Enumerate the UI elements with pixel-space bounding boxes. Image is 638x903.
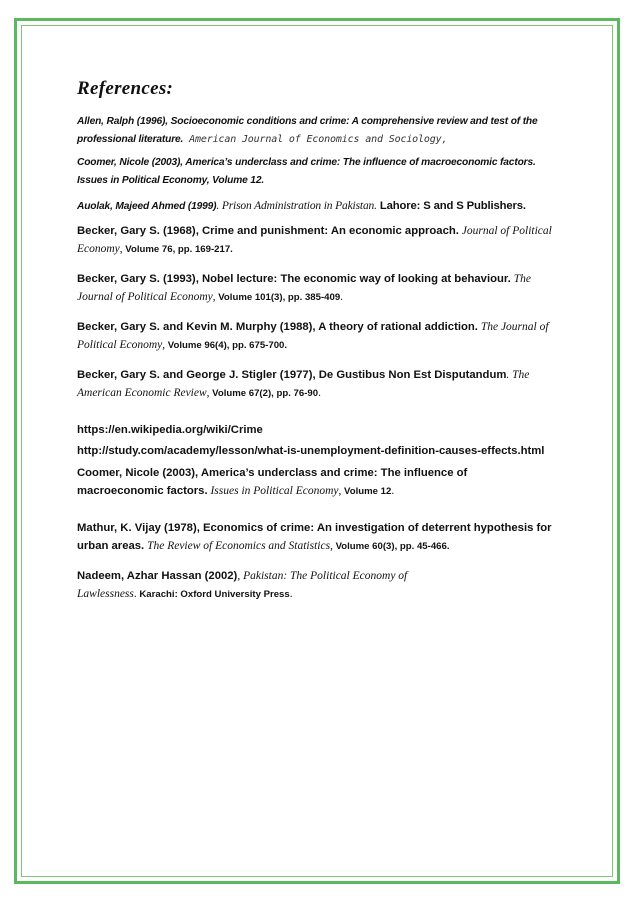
volume-pages: Volume 101(3), pp. 385-409: [215, 292, 341, 303]
punctuation: ,: [212, 291, 216, 303]
punctuation: .: [391, 485, 395, 497]
punctuation: .: [133, 588, 137, 600]
reference-nadeem-2002: [77, 567, 467, 605]
journal-title: American Journal of Economics and Sociology: [183, 133, 442, 145]
punctuation: ,: [338, 485, 342, 497]
book-title: . Prison Administration in Pakistan.: [216, 200, 377, 212]
reference-becker-stigler-1977: [77, 366, 553, 404]
punctuation: ,: [119, 243, 123, 255]
reference-becker-murphy-1988: [77, 318, 553, 356]
publisher: Lahore: S and S Publishers.: [376, 200, 526, 212]
references-section: [77, 78, 553, 605]
volume-pages: Volume 96(4), pp. 675-700.: [165, 340, 288, 351]
reference-becker-1968: [77, 222, 553, 260]
url-text: http://study.com/academy/lesson/what-is-unemployment-definition-causes-effects.html: [77, 445, 545, 457]
volume-pages: Volume 76, pp. 169-217.: [122, 244, 233, 255]
reference-text: Becker, Gary S. (1968), Crime and punishment: An economic approach.: [77, 224, 459, 237]
reference-auolak-1999: [77, 197, 553, 216]
volume-pages: Volume 60(3), pp. 45-466.: [332, 541, 450, 552]
volume-pages: Volume 12: [341, 486, 392, 497]
journal-title: The Journal of Political Economy: [77, 320, 549, 351]
reference-coomer-2003-a: [77, 154, 553, 189]
book-title: , Pakistan: The Political Economy of Lawlessness: [77, 569, 408, 600]
journal-title: Journal of Political Economy: [77, 224, 552, 255]
punctuation: .: [318, 387, 321, 399]
reference-allen-1996: [77, 113, 553, 148]
punctuation: ,: [206, 387, 210, 399]
journal-title: The Journal of Political Economy: [77, 272, 531, 303]
punctuation: ,: [441, 133, 448, 145]
reference-text: Allen, Ralph (1996), Socioeconomic conditions and crime: A comprehensive review and test of the professional literature.: [77, 116, 538, 145]
references-heading: References:: [77, 78, 174, 99]
reference-author: Auolak, Majeed Ahmed (1999): [77, 201, 217, 212]
journal-title: . The American Economic Review: [77, 368, 530, 399]
journal-title: The Review of Economics and Statistics: [144, 540, 331, 552]
reference-study-link[interactable]: [77, 442, 553, 461]
reference-mathur-1978: [77, 519, 553, 557]
reference-author: Nadeem, Azhar Hassan (2002): [77, 569, 238, 582]
volume-pages: Volume 67(2), pp. 76-90: [209, 388, 319, 399]
reference-text: Mathur, K. Vijay (1978), Economics of crime: An investigation of deterrent hypothesis for urban areas.: [77, 521, 552, 552]
reference-text: Coomer, Nicole (2003), America’s underclass and crime: The influence of macroeconomic factors.: [77, 466, 468, 497]
reference-wikipedia-link[interactable]: [77, 421, 553, 440]
reference-becker-1993: [77, 270, 553, 308]
reference-text: Coomer, Nicole (2003), America’s underclass and crime: The influence of macroeconomic factors. Issues in Political Economy, Volume 12.: [77, 157, 536, 186]
punctuation: .: [340, 291, 343, 303]
punctuation: ,: [330, 540, 333, 552]
reference-text: Becker, Gary S. and Kevin M. Murphy (1988), A theory of rational addiction.: [77, 320, 478, 333]
punctuation: ,: [162, 339, 166, 351]
url-text: https://en.wikipedia.org/wiki/Crime: [77, 423, 263, 436]
publisher: Karachi: Oxford University Press: [136, 589, 290, 600]
reference-text: Becker, Gary S. and George J. Stigler (1977), De Gustibus Non Est Disputandum: [77, 368, 507, 381]
reference-text: Becker, Gary S. (1993), Nobel lecture: The economic way of looking at behaviour.: [77, 272, 511, 285]
journal-title: Issues in Political Economy: [207, 485, 339, 497]
reference-coomer-2003-b: [77, 464, 553, 502]
punctuation: .: [289, 588, 293, 600]
